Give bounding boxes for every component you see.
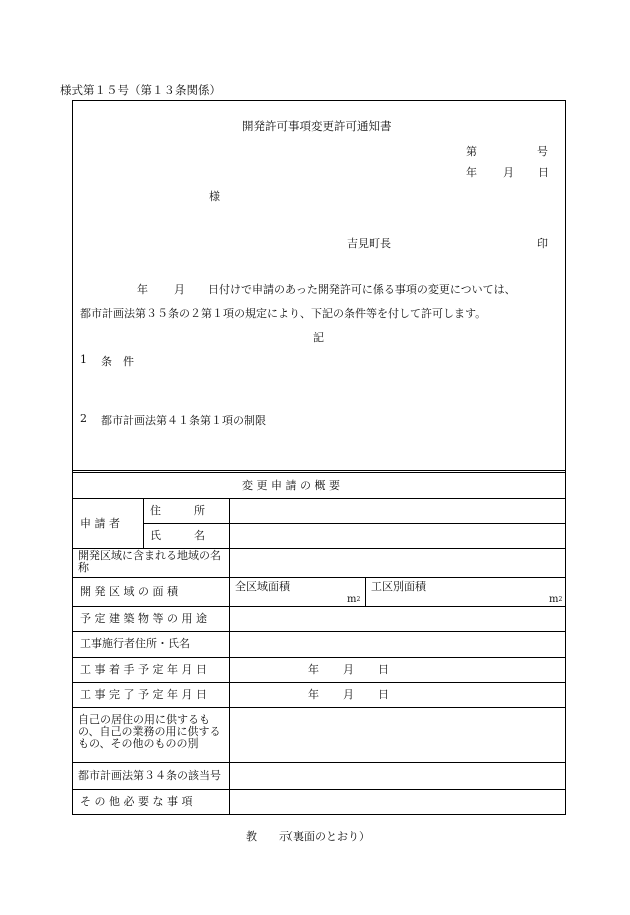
row-line <box>72 762 566 763</box>
doc-number-suffix: 号 <box>537 145 548 158</box>
addressee-suffix: 様 <box>209 190 220 203</box>
body-year: 年 <box>137 283 148 296</box>
table-heading: 変 更 申 請 の 概 要 <box>242 479 340 492</box>
doc-date-month: 月 <box>503 166 514 179</box>
doc-date-year: 年 <box>466 166 477 179</box>
instruction-label: 教 示 <box>246 830 290 843</box>
form-label: 様式第１５号（第１３条関係） <box>60 83 221 97</box>
issuer-name: 吉見町長 <box>347 237 391 250</box>
building-use-label: 予 定 建 築 物 等 の 用 途 <box>80 612 207 625</box>
body-line1-text: 日付けで申請のあった開発許可に係る事項の変更については、 <box>208 283 516 296</box>
start-date-month: 月 <box>343 663 354 676</box>
end-date-label: 工 事 完 了 予 定 年 月 日 <box>80 688 207 701</box>
item-2-number: 2 <box>80 412 87 425</box>
col-line <box>143 498 144 548</box>
section-area-unit: $m^2$ <box>549 594 563 605</box>
instruction-note: （裏面のとおり） <box>282 830 370 843</box>
col-line <box>365 577 366 606</box>
applicant-label: 申 請 者 <box>80 517 120 530</box>
row-line <box>72 498 566 499</box>
area-size-label: 開 発 区 域 の 面 積 <box>80 585 178 598</box>
end-date-day: 日 <box>378 688 389 701</box>
item-2-label: 都市計画法第４１条第１項の制限 <box>101 414 266 427</box>
start-date-year: 年 <box>308 663 319 676</box>
col-line <box>229 498 230 815</box>
row-line <box>72 577 566 578</box>
doc-number-prefix: 第 <box>466 145 477 158</box>
row-line <box>72 682 566 683</box>
item-1-number: 1 <box>80 353 87 366</box>
name-label: 氏 名 <box>150 529 205 542</box>
start-date-label: 工 事 着 手 予 定 年 月 日 <box>80 663 207 676</box>
ki-mark: 記 <box>313 331 324 344</box>
row-line <box>72 657 566 658</box>
contractor-label: 工事施行者住所・氏名 <box>80 637 190 650</box>
row-line <box>72 631 566 632</box>
row-line <box>72 707 566 708</box>
end-date-year: 年 <box>308 688 319 701</box>
item-1-label: 条 件 <box>101 355 134 368</box>
end-date-month: 月 <box>343 688 354 701</box>
other-matters-label: そ の 他 必 要 な 事 項 <box>80 795 193 808</box>
area-region-label: 開発区域に含まれる地域の名称 <box>78 549 221 574</box>
row-line <box>72 789 566 790</box>
table-top-line-double <box>72 472 566 473</box>
total-area-label: 全区域面積 <box>235 580 290 593</box>
address-label: 住 所 <box>150 504 205 517</box>
usage-type-label: 自己の居住の用に供するもの、自己の業務の用に供するもの、その他のものの別 <box>78 713 221 750</box>
doc-date-day: 日 <box>538 166 549 179</box>
body-month: 月 <box>174 283 185 296</box>
row-line <box>72 606 566 607</box>
article34-label: 都市計画法第３４条の該当号 <box>78 769 221 782</box>
table-top-line <box>72 470 566 471</box>
section-area-label: 工区別面積 <box>371 580 426 593</box>
start-date-day: 日 <box>378 663 389 676</box>
total-area-unit: $m^2$ <box>347 594 361 605</box>
seal-mark: 印 <box>537 237 548 250</box>
row-line <box>143 523 566 524</box>
document-title: 開発許可事項変更許可通知書 <box>242 119 392 133</box>
body-line2-text: 都市計画法第３５条の２第１項の規定により、下記の条件等を付して許可します。 <box>80 307 487 320</box>
